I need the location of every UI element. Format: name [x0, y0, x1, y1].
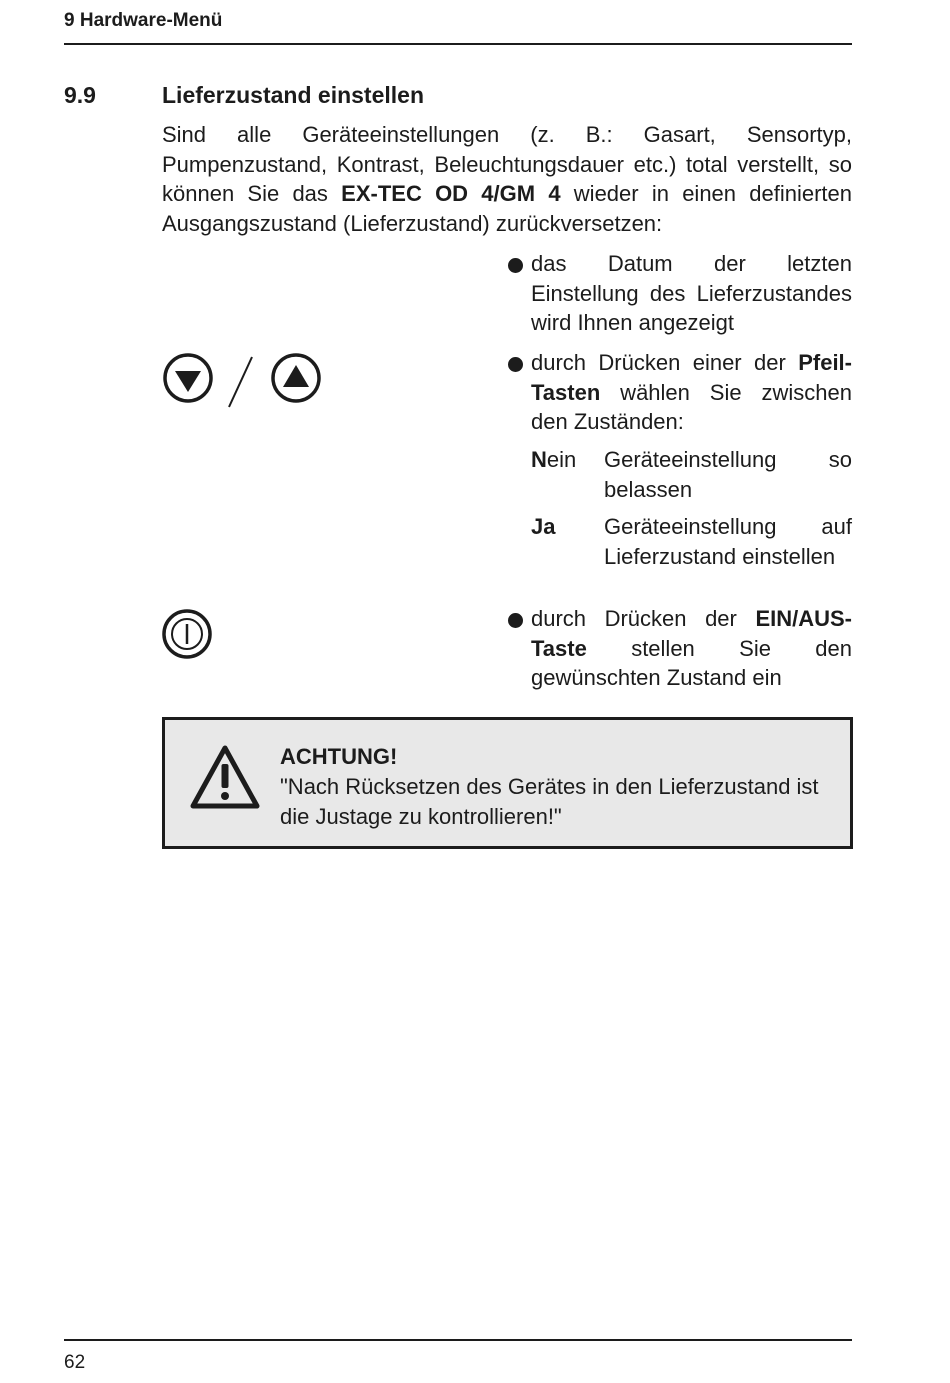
slash-separator-icon — [229, 357, 252, 407]
bullet-icon — [508, 258, 523, 273]
arrow-down-button-icon — [165, 355, 211, 401]
option-ja-key: Ja — [531, 514, 556, 539]
header-rule — [64, 43, 852, 45]
step-3-text-1: durch Drücken der — [531, 606, 756, 631]
step-3 — [508, 604, 852, 693]
option-ja — [531, 512, 852, 571]
bullet-icon — [508, 357, 523, 372]
running-head: 9 Hardware-Menü — [64, 10, 223, 31]
bullet-icon — [508, 613, 523, 628]
step-2-text — [531, 348, 852, 437]
device-name: EX-TEC OD 4/GM 4 — [341, 181, 561, 207]
warning-triangle-icon — [189, 744, 261, 810]
section-title: Lieferzustand einstellen — [162, 82, 425, 108]
step-3-text-2: stellen Sie den gewünschten Zustand ein — [531, 635, 852, 691]
page-number: 62 — [64, 1352, 86, 1373]
option-nein-key: Nein — [531, 447, 577, 472]
footer-rule — [64, 1339, 852, 1341]
arrow-keys-icon-group — [160, 350, 330, 412]
step-3-text — [531, 604, 852, 693]
power-key-label: EIN/AUS-Taste — [531, 606, 852, 661]
intro-text-1: Sind alle Geräteeinstellungen (z. B.: Gasart, Sensortyp, Pumpenzustand, Kontrast, Beleuchtungsdauer etc.) total verstellt, so können Sie das — [162, 122, 852, 207]
warning-text: "Nach Rücksetzen des Gerätes in den Lieferzustand ist die Justage zu kontrollieren!" — [280, 774, 819, 829]
step-1 — [508, 249, 852, 338]
step-2-text-1: durch Drücken einer der — [531, 350, 799, 375]
arrow-up-button-icon — [273, 355, 319, 401]
power-button-icon — [160, 606, 216, 662]
intro-paragraph — [162, 120, 852, 238]
step-2 — [508, 348, 852, 437]
warning-title: ACHTUNG! — [280, 744, 398, 769]
option-nein — [531, 445, 852, 504]
intro-text-2: wieder in einen definierten Ausgangszustand (Lieferzustand) zurückversetzen: — [162, 181, 852, 236]
section-number: 9.9 — [64, 82, 96, 108]
arrow-keys-label: Pfeil-Tasten — [531, 350, 852, 405]
step-2-text-2: wählen Sie zwischen den Zuständen: — [531, 379, 852, 435]
option-nein-desc: Geräteeinstellung so belassen — [604, 447, 852, 502]
option-ja-desc: Geräteeinstellung auf Lieferzustand einstellen — [604, 514, 852, 569]
step-1-text: das Datum der letzten Einstellung des Lieferzustandes wird Ihnen angezeigt — [531, 251, 852, 336]
warning-box — [162, 717, 853, 849]
